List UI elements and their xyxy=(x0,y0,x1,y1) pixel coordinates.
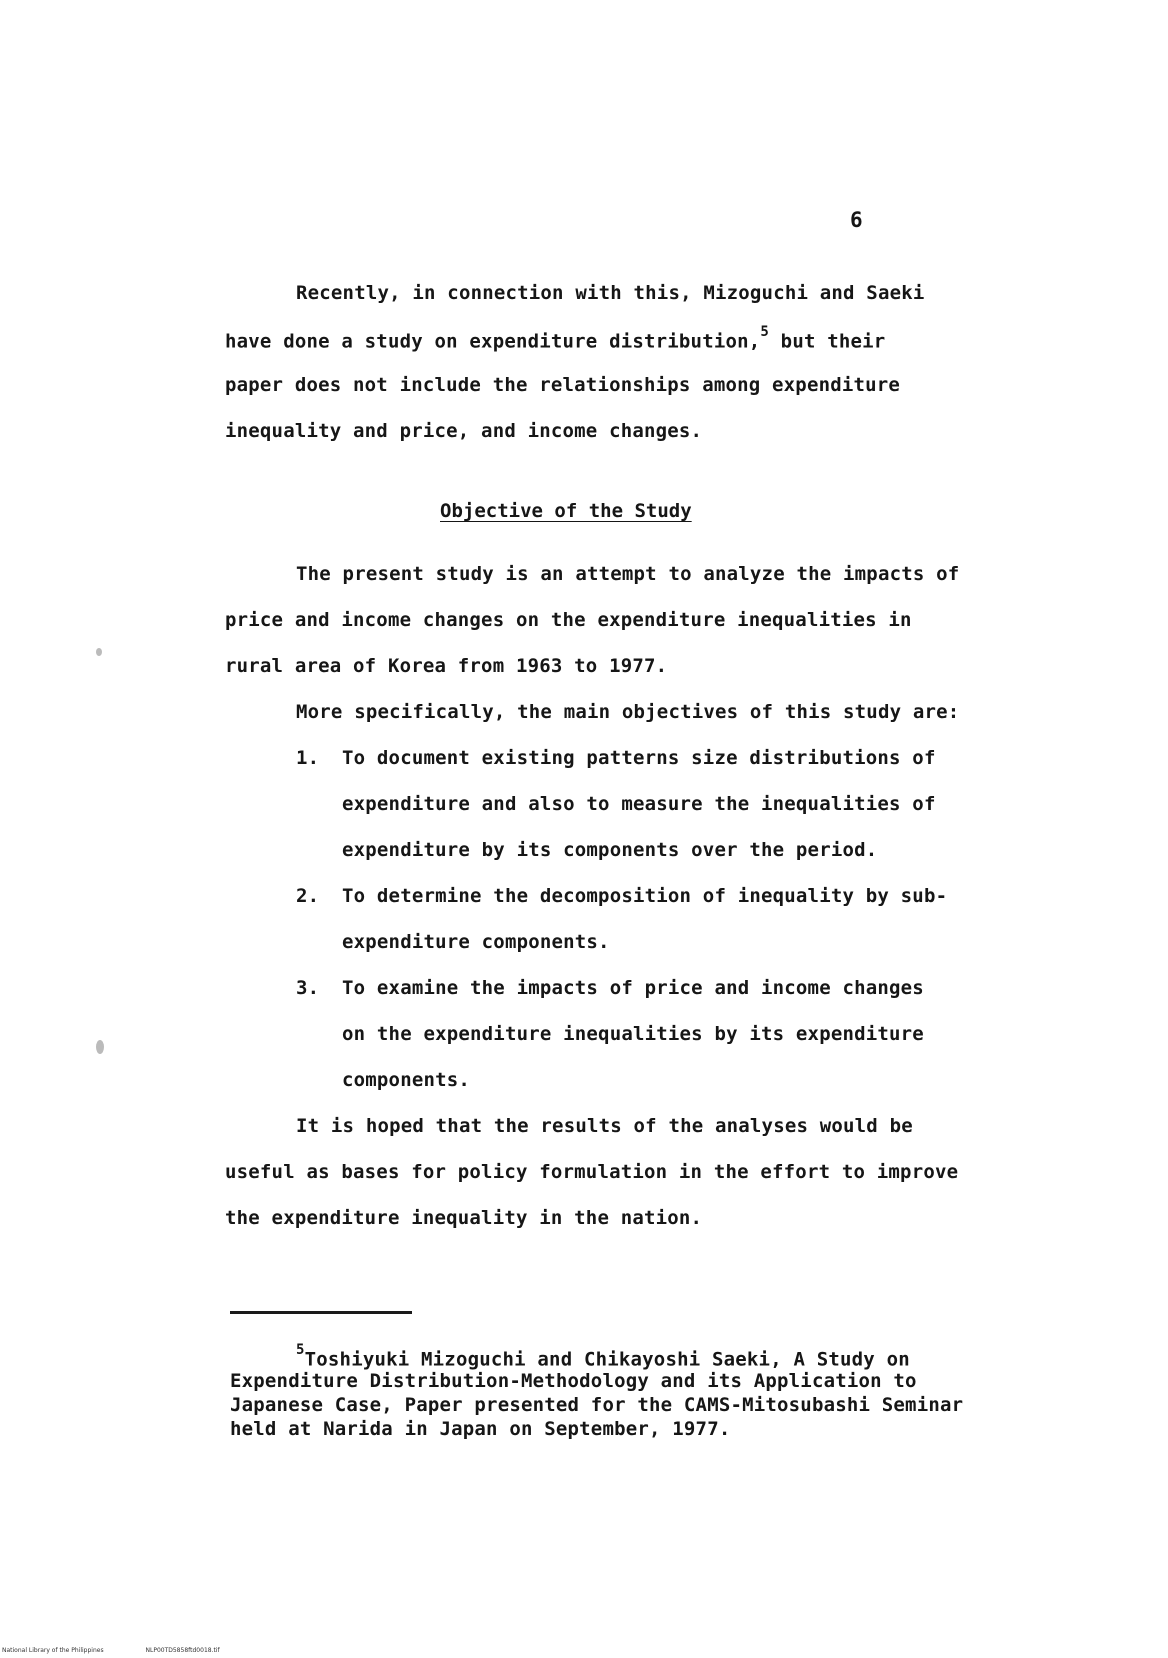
footnote-line2: Expenditure Distribution-Methodology and its Application to xyxy=(230,1370,917,1392)
footnote-reference: 5 xyxy=(760,324,770,340)
footnote-marker: 5 xyxy=(296,1342,305,1358)
objectives-intro: More specifically, the main objectives of this study are: xyxy=(296,701,960,723)
paragraph3-line1: It is hoped that the results of the analyses would be xyxy=(296,1115,913,1137)
objective-3-line1 xyxy=(296,977,924,999)
footnote-line3: Japanese Case, Paper presented for the CAMS-Mitosubashi Seminar xyxy=(230,1394,964,1416)
objective-1-line1 xyxy=(296,747,936,769)
paragraph1-line2 xyxy=(225,324,886,353)
scan-speck xyxy=(96,648,102,656)
paragraph1-line2-text: have done a study on expenditure distribution, xyxy=(225,330,761,353)
objective-2-line2: expenditure components. xyxy=(342,931,610,953)
footer-library: National Library of the Philippines xyxy=(2,1647,104,1654)
objective-3-line2: on the expenditure inequalities by its expenditure xyxy=(342,1023,924,1045)
footer-file: NLP00TD5858ftd0018.tif xyxy=(145,1647,220,1654)
paragraph1-line3: paper does not include the relationships among expenditure xyxy=(225,374,901,396)
objective-1-line2: expenditure and also to measure the inequalities of xyxy=(342,793,936,815)
footnote-line4: held at Narida in Japan on September, 1977. xyxy=(230,1418,731,1440)
section-heading: Objective of the Study xyxy=(440,500,692,522)
objective-number: 3. xyxy=(296,977,320,999)
footnote-line1-text: Toshiyuki Mizoguchi and Chikayoshi Saeki, A Study on xyxy=(304,1348,910,1371)
objective-1-line3: expenditure by its components over the period. xyxy=(342,839,878,861)
paragraph2-line2: price and income changes on the expenditure inequalities in xyxy=(225,609,912,631)
paragraph1-line2-tail: but their xyxy=(769,330,886,353)
paragraph2-line1: The present study is an attempt to analyze the impacts of xyxy=(296,563,960,585)
paragraph1-line4: inequality and price, and income changes. xyxy=(225,420,703,442)
objective-2-line1 xyxy=(296,885,947,907)
objective-text: To examine the impacts of price and income changes xyxy=(342,977,924,999)
objective-text: To document existing patterns size distributions of xyxy=(342,747,936,769)
paragraph3-line2: useful as bases for policy formulation in the effort to improve xyxy=(225,1161,959,1183)
objective-number: 2. xyxy=(296,885,320,907)
paragraph3-line3: the expenditure inequality in the nation. xyxy=(225,1207,703,1229)
paragraph2-line3: rural area of Korea from 1963 to 1977. xyxy=(225,655,668,677)
paragraph1-line1: Recently, in connection with this, Mizoguchi and Saeki xyxy=(296,282,925,304)
objective-text: To determine the decomposition of inequality by sub- xyxy=(342,885,948,907)
footnote-divider xyxy=(230,1311,412,1314)
objective-number: 1. xyxy=(296,747,320,769)
scan-speck xyxy=(96,1040,104,1054)
objective-3-line3: components. xyxy=(342,1069,471,1091)
scan-footer xyxy=(2,1647,260,1654)
footnote-line1 xyxy=(296,1342,910,1371)
page-number: 6 xyxy=(850,208,863,232)
